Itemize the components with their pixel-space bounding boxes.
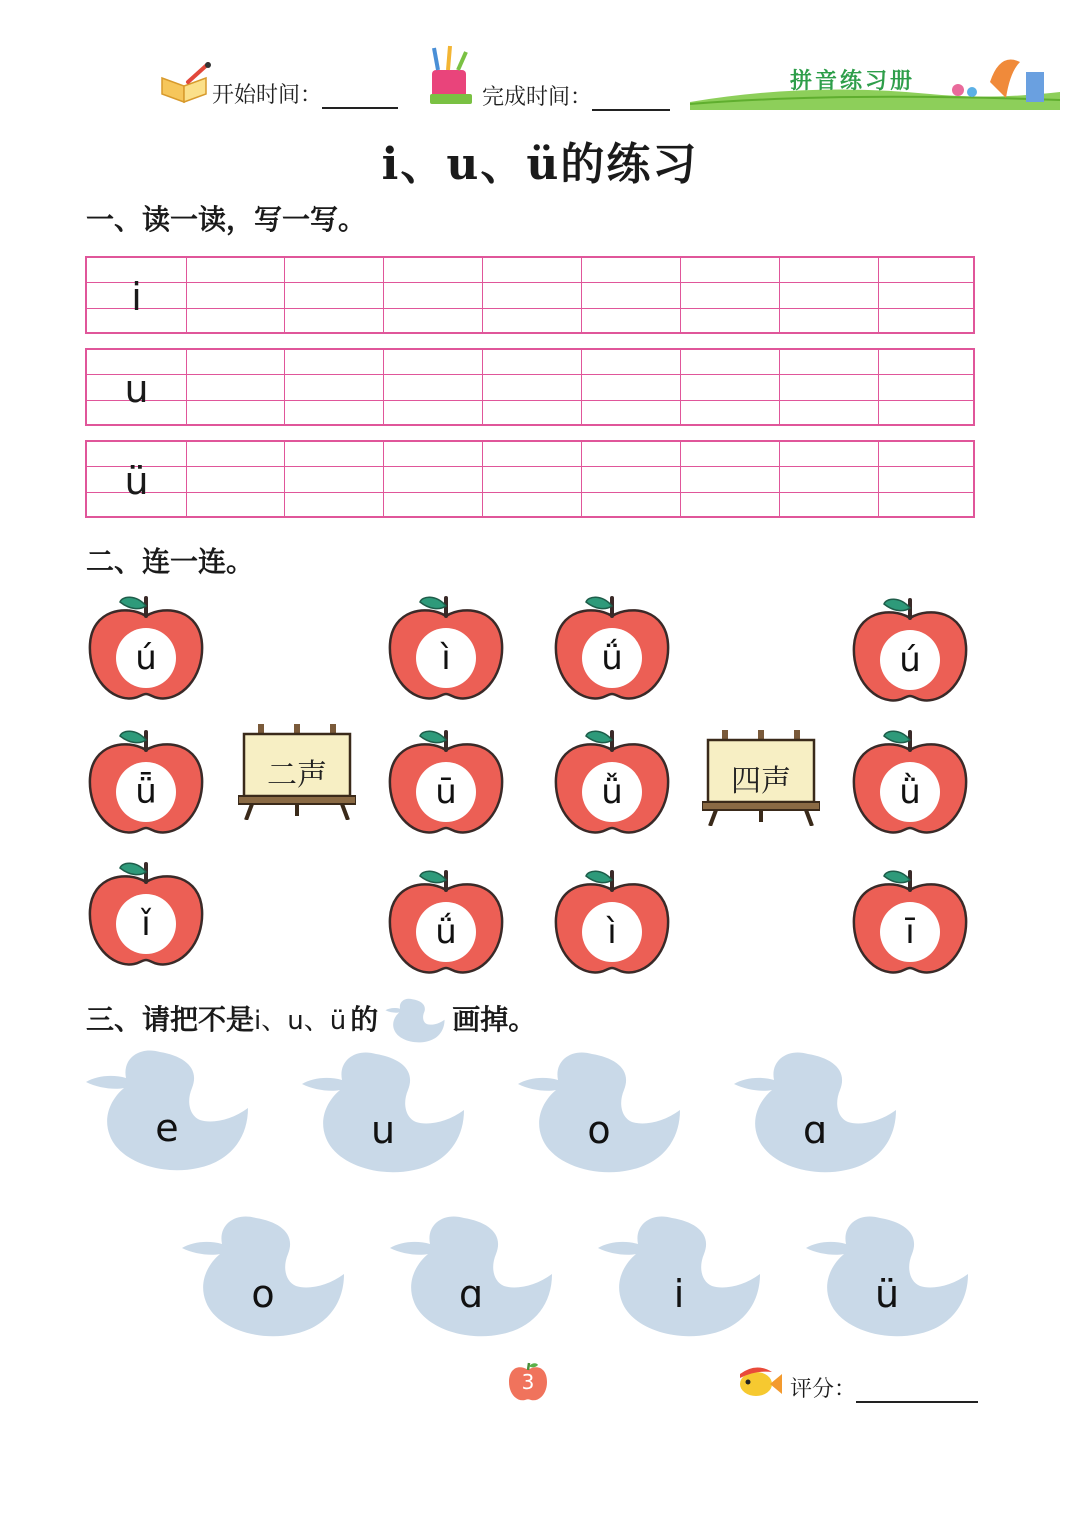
duck-card[interactable]: [298, 1046, 468, 1181]
writing-row-v[interactable]: [85, 440, 975, 518]
duck-letter: ü: [874, 1272, 900, 1316]
page-number-badge: [507, 1362, 549, 1402]
easel-label: 四声: [731, 764, 791, 799]
duck-letter: e: [155, 1106, 179, 1150]
duck-card[interactable]: [82, 1044, 252, 1179]
apple-syllable: ú: [899, 640, 921, 680]
tone-easel[interactable]: [238, 724, 356, 820]
page-number: 3: [521, 1370, 535, 1394]
apple-syllable: ū: [435, 772, 457, 812]
section3-heading-part3: 画掉。: [452, 1003, 537, 1036]
score-label: 评分：: [790, 1377, 857, 1402]
page-title: i、u、ü的练习: [381, 139, 699, 190]
duck-card[interactable]: [594, 1210, 764, 1345]
apple-card[interactable]: [386, 868, 506, 978]
section1-heading: 一、读一读，写一写。: [86, 203, 367, 236]
apple-card[interactable]: [850, 868, 970, 978]
apple-syllable: ì: [607, 912, 617, 952]
duck-icon: [384, 996, 446, 1046]
apple-card[interactable]: [386, 594, 506, 704]
finish-time-blank[interactable]: [592, 87, 670, 111]
apple-syllable: ǜ: [899, 772, 921, 812]
apple-card[interactable]: [552, 868, 672, 978]
writing-row-letter: i: [131, 275, 142, 319]
apple-card[interactable]: [850, 728, 970, 838]
apple-syllable: ǘ: [601, 638, 623, 678]
apple-syllable: ǘ: [435, 912, 457, 952]
easel-label: 二声: [267, 758, 327, 793]
writing-row-letter: u: [124, 367, 149, 411]
duck-card[interactable]: [386, 1210, 556, 1345]
apple-syllable: ī: [905, 912, 915, 952]
duck-card[interactable]: [730, 1046, 900, 1181]
score-blank[interactable]: [856, 1379, 978, 1403]
apple-syllable: ì: [441, 638, 451, 678]
apple-card[interactable]: [86, 594, 206, 704]
section3-heading: [86, 996, 536, 1046]
writing-row-i[interactable]: [85, 256, 975, 334]
book-icon: [158, 62, 214, 104]
apple-syllable: ǖ: [135, 772, 157, 812]
start-time-label: 开始时间：: [212, 83, 323, 108]
start-time-blank[interactable]: [322, 85, 398, 109]
finish-time-label: 完成时间：: [482, 85, 593, 110]
pencil-cup-icon: [424, 44, 476, 106]
section3-heading-part1: 三、请把不是: [86, 1003, 255, 1036]
apple-card[interactable]: [86, 728, 206, 838]
duck-card[interactable]: [514, 1046, 684, 1181]
writing-row-letter: ü: [124, 459, 149, 503]
duck-letter: o: [587, 1108, 611, 1152]
apple-card[interactable]: [552, 728, 672, 838]
score-area: [790, 1372, 978, 1403]
apple-card[interactable]: [86, 860, 206, 970]
section3-heading-part2: 的: [350, 1003, 379, 1036]
apple-syllable: ú: [135, 638, 157, 678]
section2-heading: 二、连一连。: [86, 545, 255, 578]
duck-letter: ɑ: [458, 1272, 484, 1316]
apple-syllable: ǐ: [141, 904, 151, 944]
apple-card[interactable]: [552, 594, 672, 704]
duck-letter: i: [673, 1272, 685, 1316]
duck-letter: ɑ: [802, 1108, 828, 1152]
section3-heading-letters: i、u、ü: [254, 1006, 347, 1036]
book-title: 拼音练习册: [790, 69, 916, 94]
duck-card[interactable]: [802, 1210, 972, 1345]
duck-letter: o: [251, 1272, 275, 1316]
duck-letter: u: [370, 1108, 396, 1152]
writing-row-u[interactable]: [85, 348, 975, 426]
tone-easel[interactable]: [702, 730, 820, 826]
fish-icon: [734, 1362, 784, 1400]
apple-card[interactable]: [386, 728, 506, 838]
apple-syllable: ǚ: [601, 772, 623, 812]
apple-card[interactable]: [850, 596, 970, 706]
duck-card[interactable]: [178, 1210, 348, 1345]
